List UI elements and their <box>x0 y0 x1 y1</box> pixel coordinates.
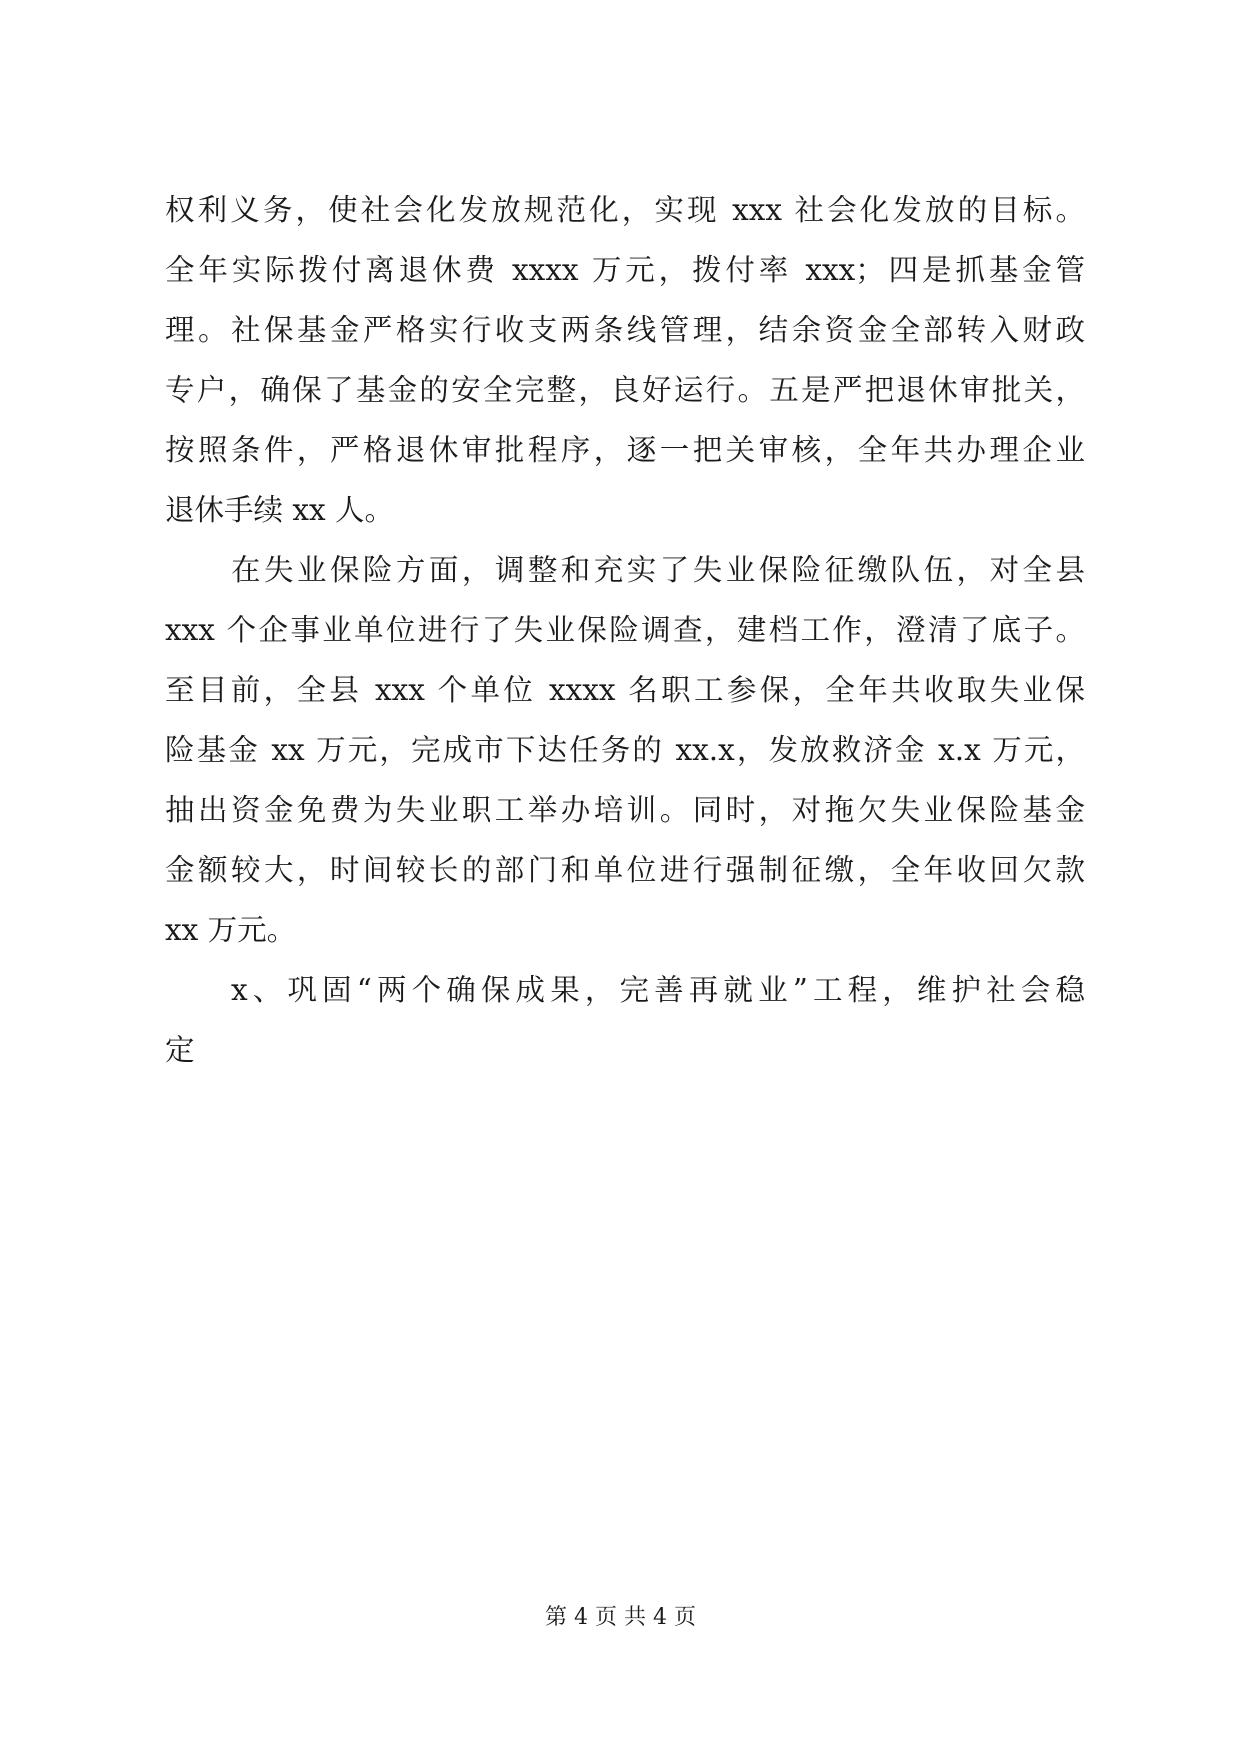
body-line-2: 全年实际拨付离退休费 xxxx 万元，拨付率 xxx；四是抓基金管 <box>165 253 1085 287</box>
body-line-6: 退休手续 xx 人。 <box>165 493 395 527</box>
body-line-10: 险基金 xx 万元，完成市下达任务的 xx.x，发放救济金 x.x 万元， <box>165 733 1085 767</box>
body-line-11: 抽出资金免费为失业职工举办培训。同时，对拖欠失业保险基金 <box>165 793 1085 827</box>
body-line-13: xx 万元。 <box>165 913 297 947</box>
body-line-9: 至目前，全县 xxx 个单位 xxxx 名职工参保，全年共收取失业保 <box>165 673 1085 707</box>
page-footer: 第 4 页 共 4 页 <box>545 1605 696 1630</box>
body-line-5: 按照条件，严格退休审批程序，逐一把关审核，全年共办理企业 <box>165 433 1085 467</box>
body-line-7: 在失业保险方面，调整和充实了失业保险征缴队伍，对全县 <box>231 553 1085 587</box>
body-line-4: 专户，确保了基金的安全完整，良好运行。五是严把退休审批关， <box>165 373 1085 407</box>
section-heading-line-1: x、巩固“两个确保成果，完善再就业”工程，维护社会稳 <box>231 973 1085 1007</box>
body-line-8: xxx 个企事业单位进行了失业保险调查，建档工作，澄清了底子。 <box>165 613 1085 647</box>
body-line-3: 理。社保基金严格实行收支两条线管理，结余资金全部转入财政 <box>165 313 1085 347</box>
body-line-1: 权利义务，使社会化发放规范化，实现 xxx 社会化发放的目标。 <box>165 193 1085 227</box>
section-heading-line-2: 定 <box>165 1033 195 1067</box>
body-line-12: 金额较大，时间较长的部门和单位进行强制征缴，全年收回欠款 <box>165 853 1085 887</box>
